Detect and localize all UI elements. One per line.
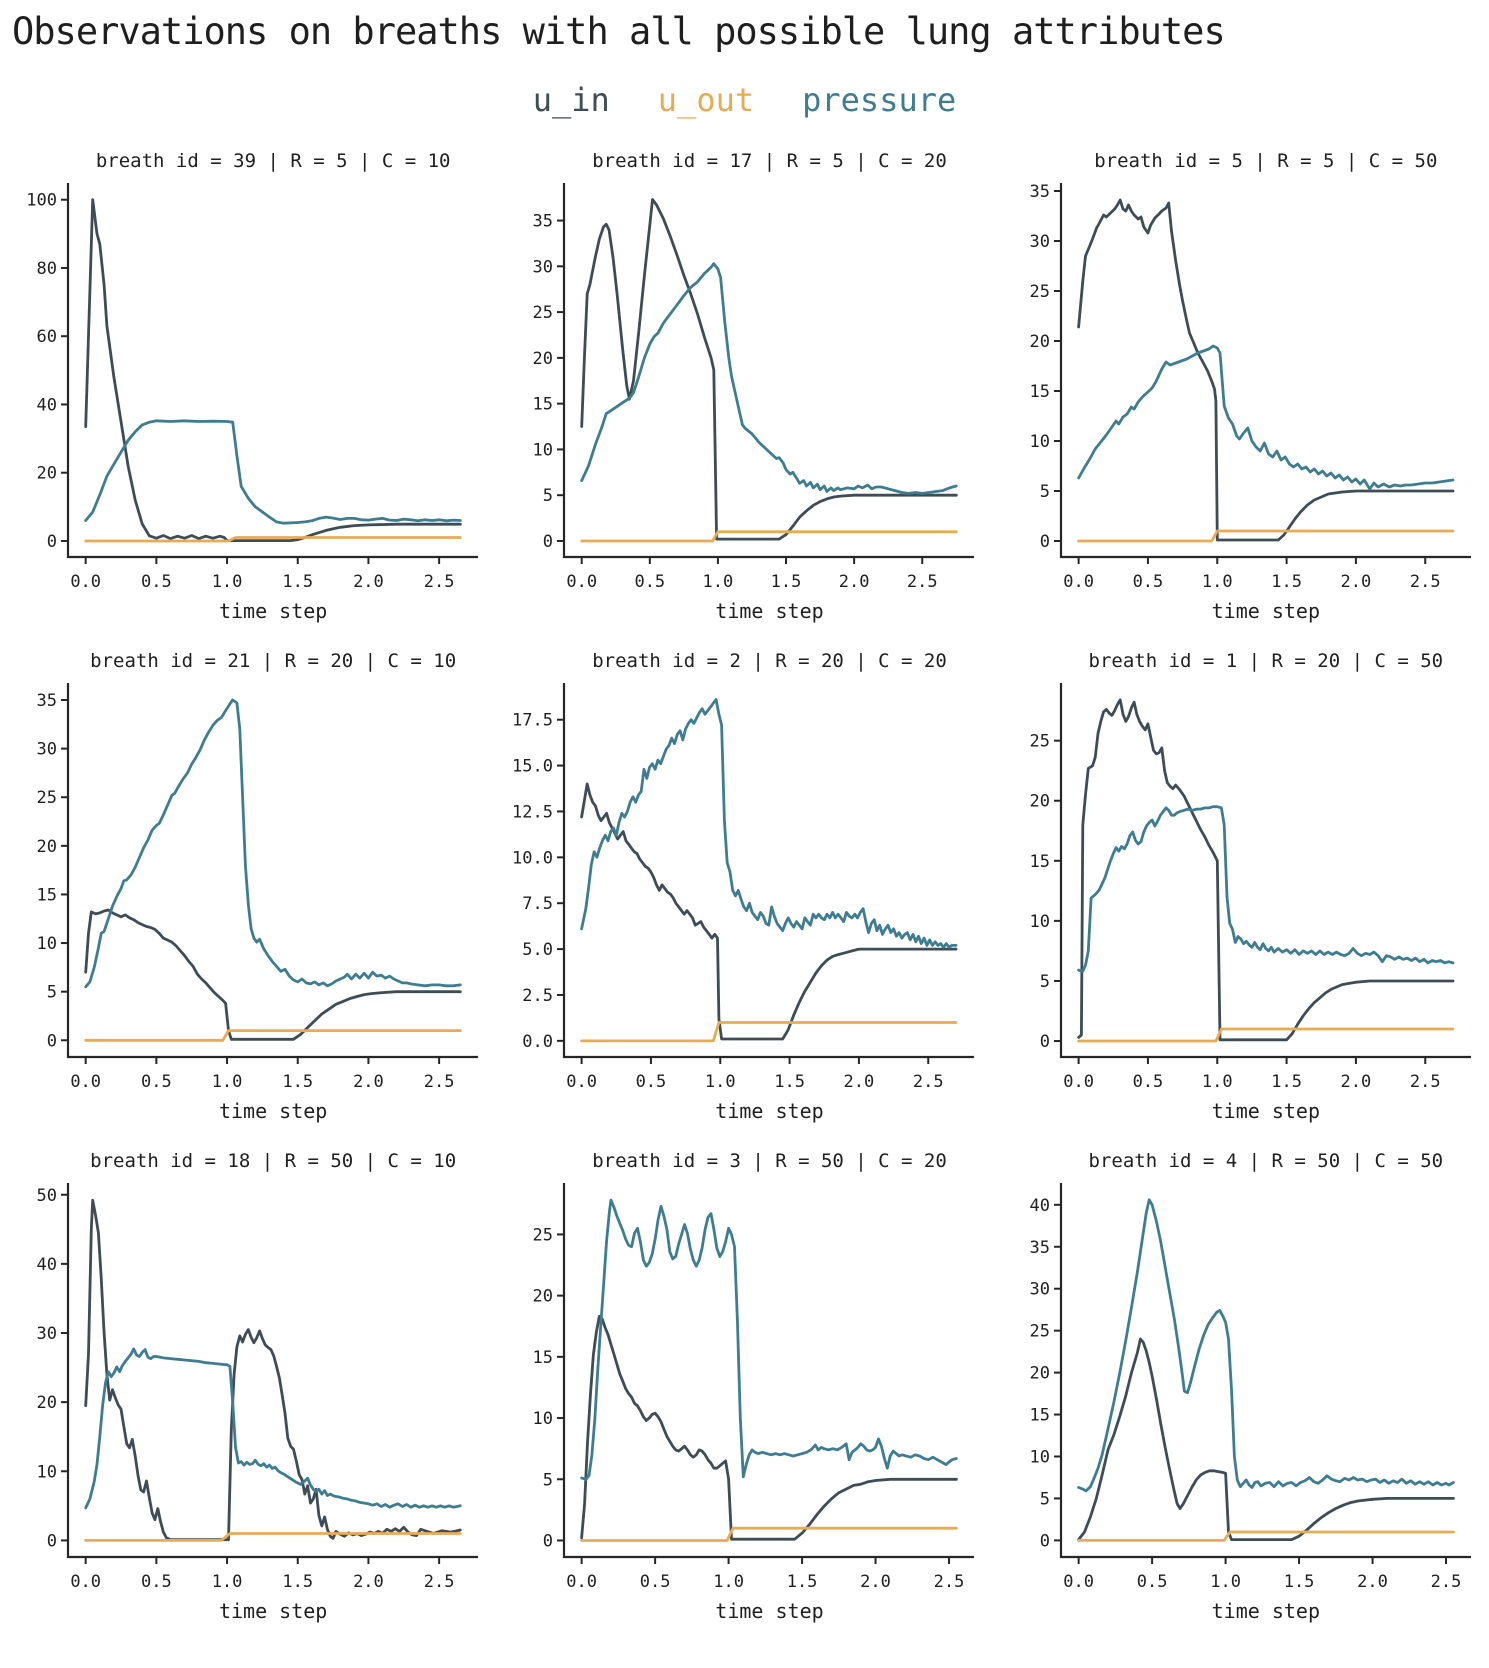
y-axis bbox=[512, 711, 564, 1052]
y-axis bbox=[37, 1186, 68, 1552]
series-pressure-line bbox=[582, 1200, 957, 1479]
x-axis-label: time step bbox=[218, 1599, 328, 1623]
x-tick-label: 0.5 bbox=[640, 1572, 671, 1592]
series-pressure-line bbox=[582, 264, 957, 494]
y-tick-label: 35 bbox=[1029, 182, 1050, 202]
x-tick-label: 2.5 bbox=[1430, 1572, 1462, 1592]
y-tick-label: 35 bbox=[36, 691, 57, 712]
chart-svg bbox=[0, 175, 496, 599]
y-tick-label: 15 bbox=[1029, 851, 1050, 872]
x-tick-label: 0.5 bbox=[141, 572, 172, 592]
y-tick-label: 5 bbox=[1039, 971, 1050, 992]
x-tick-label: 0.0 bbox=[70, 1572, 102, 1592]
chart-svg bbox=[496, 175, 992, 599]
series-pressure-line bbox=[582, 700, 956, 948]
chart-panel bbox=[993, 133, 1489, 633]
x-tick-label: 2.5 bbox=[423, 1572, 455, 1592]
x-tick-label: 0.5 bbox=[1136, 1572, 1168, 1592]
x-tick-label: 1.0 bbox=[1201, 1072, 1233, 1092]
y-tick-label: 5 bbox=[1039, 1489, 1050, 1510]
chart-panel bbox=[993, 633, 1489, 1133]
y-tick-label: 0 bbox=[1039, 532, 1050, 552]
y-tick-label: 7.5 bbox=[522, 894, 554, 915]
chart-panel bbox=[496, 1133, 992, 1633]
x-tick-label: 1.0 bbox=[705, 1072, 736, 1092]
x-tick-label: 1.0 bbox=[1209, 1572, 1241, 1592]
y-tick-label: 5 bbox=[46, 982, 57, 1003]
y-tick-label: 0 bbox=[46, 531, 57, 552]
chart-panel bbox=[993, 1133, 1489, 1633]
x-tick-label: 2.0 bbox=[1356, 1572, 1388, 1592]
x-tick-label: 2.0 bbox=[353, 1072, 384, 1092]
y-tick-label: 10.0 bbox=[512, 848, 554, 869]
y-tick-label: 2.5 bbox=[522, 985, 554, 1006]
y-tick-label: 30 bbox=[1029, 232, 1050, 252]
y-axis bbox=[533, 212, 564, 552]
x-axis bbox=[1063, 1057, 1440, 1092]
x-tick-label: 1.0 bbox=[702, 572, 734, 592]
y-tick-label: 15 bbox=[1029, 382, 1050, 402]
y-tick-label: 25 bbox=[36, 788, 57, 809]
chart-svg bbox=[496, 675, 992, 1099]
y-tick-label: 25 bbox=[1029, 731, 1050, 752]
series-u_in-line bbox=[582, 784, 956, 1039]
y-tick-label: 10 bbox=[36, 1462, 57, 1483]
y-tick-label: 10 bbox=[1029, 911, 1050, 932]
y-tick-label: 40 bbox=[36, 1254, 57, 1275]
x-tick-label: 2.5 bbox=[1409, 572, 1441, 592]
series-u_in-line bbox=[582, 200, 957, 540]
x-axis-label: time step bbox=[715, 1099, 824, 1123]
x-axis bbox=[1063, 557, 1440, 592]
x-tick-label: 1.0 bbox=[1201, 572, 1233, 592]
chart-svg bbox=[0, 1175, 496, 1599]
panel-title: breath id = 4 | R = 50 | C = 50 bbox=[1088, 1150, 1444, 1172]
y-axis bbox=[1029, 1196, 1060, 1552]
x-tick-label: 0.0 bbox=[566, 572, 598, 592]
y-tick-label: 20 bbox=[36, 836, 57, 857]
axis-spines bbox=[68, 1183, 478, 1557]
y-tick-label: 50 bbox=[36, 1185, 57, 1206]
x-tick-label: 2.0 bbox=[353, 1572, 384, 1592]
y-axis bbox=[26, 191, 68, 552]
y-tick-label: 20 bbox=[1029, 791, 1050, 812]
axis-spines bbox=[1061, 183, 1471, 557]
x-tick-label: 1.0 bbox=[211, 572, 243, 592]
x-tick-label: 2.5 bbox=[933, 1572, 965, 1592]
y-tick-label: 5 bbox=[543, 486, 554, 507]
y-tick-label: 5 bbox=[1039, 482, 1050, 502]
y-tick-label: 25 bbox=[532, 303, 554, 324]
series-u_in-line bbox=[582, 1316, 957, 1539]
x-tick-label: 1.0 bbox=[211, 1072, 243, 1092]
y-tick-label: 30 bbox=[36, 739, 57, 760]
panel-title: breath id = 39 | R = 5 | C = 10 bbox=[95, 150, 451, 172]
y-axis bbox=[37, 691, 68, 1051]
x-tick-label: 0.5 bbox=[1132, 572, 1163, 592]
x-axis bbox=[1063, 1557, 1461, 1592]
y-axis bbox=[533, 1225, 564, 1551]
y-tick-label: 25 bbox=[532, 1225, 554, 1246]
x-tick-label: 1.0 bbox=[211, 1572, 243, 1592]
series-pressure-line bbox=[86, 421, 461, 523]
y-tick-label: 30 bbox=[532, 257, 554, 278]
x-tick-label: 2.5 bbox=[1409, 1072, 1441, 1092]
y-tick-label: 0.0 bbox=[522, 1031, 554, 1052]
series-pressure-line bbox=[1078, 1200, 1453, 1491]
y-tick-label: 15 bbox=[1029, 1405, 1050, 1426]
page-title: Observations on breaths with all possible lung attributes bbox=[12, 10, 1225, 53]
x-tick-label: 2.5 bbox=[423, 572, 455, 592]
series-pressure-line bbox=[86, 1349, 461, 1508]
x-tick-label: 2.0 bbox=[843, 1072, 875, 1092]
x-axis bbox=[567, 557, 938, 592]
axis-spines bbox=[564, 683, 974, 1057]
x-tick-label: 2.5 bbox=[907, 572, 938, 592]
y-tick-label: 10 bbox=[36, 934, 57, 955]
x-tick-label: 0.0 bbox=[566, 1072, 598, 1092]
x-axis-label: time step bbox=[218, 599, 328, 623]
x-tick-label: 1.5 bbox=[282, 572, 314, 592]
y-tick-label: 15 bbox=[36, 885, 57, 906]
chart-svg bbox=[0, 675, 496, 1099]
chart-svg bbox=[993, 1175, 1489, 1599]
series-u_in-line bbox=[1078, 200, 1452, 540]
y-tick-label: 10 bbox=[1029, 432, 1050, 452]
chart-panel bbox=[0, 133, 496, 633]
panel-title: breath id = 3 | R = 50 | C = 20 bbox=[592, 1150, 947, 1172]
x-axis-label: time step bbox=[715, 599, 824, 623]
x-tick-label: 0.0 bbox=[566, 1572, 598, 1592]
y-tick-label: 25 bbox=[1029, 282, 1050, 302]
y-tick-label: 0 bbox=[46, 1031, 57, 1052]
legend bbox=[0, 81, 1489, 119]
x-tick-label: 0.0 bbox=[1062, 572, 1094, 592]
y-tick-label: 30 bbox=[1029, 1279, 1050, 1300]
x-tick-label: 0.5 bbox=[141, 1572, 172, 1592]
y-tick-label: 10 bbox=[1029, 1447, 1050, 1468]
y-tick-label: 12.5 bbox=[512, 802, 554, 823]
y-tick-label: 20 bbox=[1029, 332, 1050, 352]
x-axis-label: time step bbox=[1211, 599, 1321, 623]
x-tick-label: 1.5 bbox=[787, 1572, 818, 1592]
y-tick-label: 0 bbox=[1039, 1032, 1050, 1053]
series-u_in-line bbox=[86, 1200, 461, 1539]
x-tick-label: 0.5 bbox=[1132, 1072, 1163, 1092]
y-tick-label: 5 bbox=[543, 1470, 554, 1491]
chart-svg bbox=[993, 175, 1489, 599]
y-tick-label: 20 bbox=[36, 1393, 57, 1414]
axis-spines bbox=[68, 683, 478, 1057]
y-tick-label: 35 bbox=[1029, 1237, 1050, 1258]
x-tick-label: 0.0 bbox=[1062, 1072, 1094, 1092]
y-tick-label: 0 bbox=[543, 1531, 554, 1552]
x-axis bbox=[70, 1057, 454, 1092]
x-axis bbox=[70, 1557, 454, 1592]
y-tick-label: 10 bbox=[532, 1409, 554, 1430]
x-tick-label: 2.0 bbox=[1340, 572, 1371, 592]
panel-title: breath id = 21 | R = 20 | C = 10 bbox=[90, 650, 457, 672]
x-tick-label: 0.5 bbox=[141, 1072, 172, 1092]
y-tick-label: 25 bbox=[1029, 1321, 1050, 1342]
x-tick-label: 2.5 bbox=[423, 1072, 455, 1092]
y-tick-label: 20 bbox=[532, 348, 554, 369]
panel-title: breath id = 5 | R = 5 | C = 50 bbox=[1094, 150, 1438, 172]
series-pressure-line bbox=[1078, 807, 1452, 972]
y-tick-label: 35 bbox=[532, 211, 554, 232]
charts-grid bbox=[0, 133, 1489, 1633]
x-tick-label: 0.5 bbox=[634, 572, 666, 592]
x-tick-label: 1.5 bbox=[1283, 1572, 1315, 1592]
x-tick-label: 1.5 bbox=[282, 1572, 314, 1592]
y-tick-label: 0 bbox=[1039, 1531, 1050, 1552]
x-axis-label: time step bbox=[1211, 1099, 1321, 1123]
x-tick-label: 2.0 bbox=[1340, 1072, 1371, 1092]
y-tick-label: 10 bbox=[532, 440, 554, 461]
chart-panel bbox=[0, 633, 496, 1133]
y-axis bbox=[1029, 732, 1060, 1052]
x-tick-label: 2.0 bbox=[860, 1572, 892, 1592]
x-axis-label: time step bbox=[1211, 1599, 1321, 1623]
x-tick-label: 0.0 bbox=[70, 1072, 102, 1092]
chart-svg bbox=[496, 1175, 992, 1599]
x-tick-label: 0.5 bbox=[635, 1072, 667, 1092]
x-tick-label: 1.5 bbox=[1270, 1072, 1302, 1092]
x-tick-label: 0.0 bbox=[1062, 1572, 1094, 1592]
y-tick-label: 100 bbox=[26, 190, 57, 211]
x-tick-label: 2.5 bbox=[913, 1072, 944, 1092]
x-axis bbox=[567, 1557, 965, 1592]
x-tick-label: 0.0 bbox=[70, 572, 102, 592]
chart-svg bbox=[993, 675, 1489, 1099]
legend-item-u_out: u_out bbox=[657, 81, 755, 119]
legend-item-pressure: pressure bbox=[802, 81, 957, 119]
y-tick-label: 30 bbox=[36, 1324, 57, 1345]
y-tick-label: 60 bbox=[36, 327, 57, 348]
series-u_in-line bbox=[86, 910, 461, 1039]
x-tick-label: 1.5 bbox=[282, 1072, 314, 1092]
series-u_in-line bbox=[1078, 1339, 1453, 1540]
y-tick-label: 5.0 bbox=[522, 940, 554, 961]
x-tick-label: 1.5 bbox=[1270, 572, 1302, 592]
axis-spines bbox=[1061, 1183, 1471, 1557]
y-tick-label: 0 bbox=[543, 531, 554, 552]
panel-title: breath id = 2 | R = 20 | C = 20 bbox=[592, 650, 947, 672]
chart-panel bbox=[496, 633, 992, 1133]
y-tick-label: 15 bbox=[532, 1347, 554, 1368]
panel-title: breath id = 1 | R = 20 | C = 50 bbox=[1088, 650, 1444, 672]
series-pressure-line bbox=[86, 700, 461, 987]
y-tick-label: 80 bbox=[36, 258, 57, 279]
x-tick-label: 1.5 bbox=[770, 572, 802, 592]
x-axis bbox=[70, 557, 454, 592]
series-pressure-line bbox=[1078, 346, 1452, 489]
y-axis bbox=[1029, 182, 1060, 552]
y-tick-label: 15 bbox=[532, 394, 554, 415]
x-tick-label: 1.0 bbox=[713, 1572, 745, 1592]
series-u_in-line bbox=[86, 200, 461, 541]
y-tick-label: 40 bbox=[36, 395, 57, 416]
panel-title: breath id = 18 | R = 50 | C = 10 bbox=[90, 1150, 457, 1172]
x-tick-label: 2.0 bbox=[353, 572, 384, 592]
panel-title: breath id = 17 | R = 5 | C = 20 bbox=[592, 150, 947, 172]
x-axis-label: time step bbox=[218, 1099, 328, 1123]
x-axis-label: time step bbox=[715, 1599, 824, 1623]
x-tick-label: 2.0 bbox=[839, 572, 870, 592]
y-tick-label: 17.5 bbox=[512, 710, 554, 731]
y-tick-label: 40 bbox=[1029, 1195, 1050, 1216]
x-axis bbox=[567, 1057, 944, 1092]
series-u_out-line bbox=[86, 1534, 461, 1541]
y-tick-label: 15.0 bbox=[512, 756, 554, 777]
y-tick-label: 20 bbox=[1029, 1363, 1050, 1384]
axis-spines bbox=[1061, 683, 1471, 1057]
x-tick-label: 1.5 bbox=[774, 1072, 806, 1092]
axis-spines bbox=[68, 183, 478, 557]
chart-panel bbox=[496, 133, 992, 633]
legend-item-u_in: u_in bbox=[532, 81, 610, 119]
y-tick-label: 20 bbox=[36, 463, 57, 484]
chart-panel bbox=[0, 1133, 496, 1633]
y-tick-label: 0 bbox=[46, 1531, 57, 1552]
series-u_in-line bbox=[1078, 700, 1452, 1040]
y-tick-label: 20 bbox=[532, 1286, 554, 1307]
